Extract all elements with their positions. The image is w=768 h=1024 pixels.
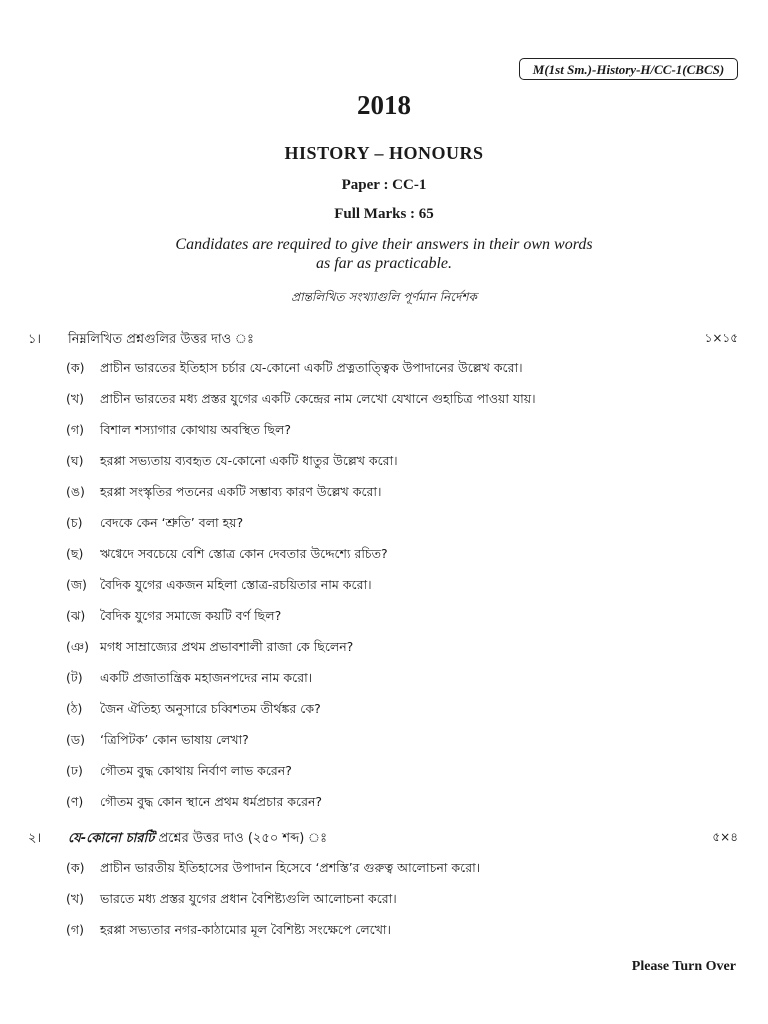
item-label: (গ) [66,422,84,437]
question-1-heading [28,330,738,350]
instructions [0,235,768,273]
list-item [66,484,738,504]
question-emphasis: যে-কোনো চারটি [68,831,155,846]
paper-label: Paper : CC-1 [341,177,427,193]
item-label: (ঠ) [66,701,83,716]
list-item [66,360,738,380]
item-text: হরপ্পা সভ্যতার নগর-কাঠামোর মূল বৈশিষ্ট্য সংক্ষেপে লেখো। [100,922,392,937]
item-text: বিশাল শস্যাগার কোথায় অবস্থিত ছিল? [100,422,291,437]
item-text: বৈদিক যুগের সমাজে কয়টি বর্ণ ছিল? [100,608,282,623]
item-text: হরপ্পা সংস্কৃতির পতনের একটি সম্ভাব্য কারণ উল্লেখ করো। [100,484,382,499]
item-label: (ঝ) [66,608,86,623]
list-item [66,763,738,783]
item-text: প্রাচীন ভারতের মধ্য প্রস্তর যুগের একটি কেন্দ্রের নাম লেখো যেখানে গুহাচিত্র পাওয়া যায়। [100,391,536,406]
list-item [66,608,738,628]
question-text: নিম্নলিখিত প্রশ্নগুলির উত্তর দাও ঃ [68,332,254,347]
item-label: (ণ) [66,794,84,809]
question-marks: ১×১৫ [704,331,738,345]
item-text: ‘ত্রিপিটক’ কোন ভাষায় লেখা? [100,732,249,747]
item-text: ভারতে মধ্য প্রস্তর যুগের প্রধান বৈশিষ্ট্যগুলি আলোচনা করো। [100,891,397,906]
question-marks: ৫×৪ [712,830,738,844]
item-label: (ছ) [66,546,84,561]
list-item [66,670,738,690]
list-item [66,701,738,721]
item-label: (ক) [66,360,85,375]
list-item [66,639,738,659]
item-label: (ঘ) [66,453,84,468]
marks-note: প্রান্তলিখিত সংখ্যাগুলি পূর্ণমান নির্দেশক [291,290,477,304]
list-item [66,860,738,880]
item-label: (ঞ) [66,639,89,654]
instruction-line-2: as far as practicable. [316,255,452,272]
question-2-heading [28,829,738,849]
exam-year: 2018 [357,90,411,120]
list-item [66,794,738,814]
question-number: ২। [28,831,42,846]
list-item [66,453,738,473]
list-item [66,546,738,566]
item-text: গৌতম বুদ্ধ কোন স্থানে প্রথম ধর্মপ্রচার করেন? [100,794,323,809]
full-marks: Full Marks : 65 [334,206,434,222]
list-item [66,732,738,752]
item-label: (চ) [66,515,83,530]
question-text [68,829,327,850]
item-text: মগধ সাম্রাজ্যের প্রথম প্রভাবশালী রাজা কে ছিলেন? [100,639,354,654]
item-text: প্রাচীন ভারতের ইতিহাস চর্চার যে-কোনো একটি প্রত্নতাত্ত্বিক উপাদানের উল্লেখ করো। [100,360,523,375]
item-text: ঋগ্বেদে সবচেয়ে বেশি স্তোত্র কোন দেবতার উদ্দেশ্যে রচিত? [100,546,388,561]
paper-code-box: M(1st Sm.)-History-H/CC-1(CBCS) [519,58,738,80]
item-label: (ঙ) [66,484,85,499]
item-label: (খ) [66,391,84,406]
list-item [66,422,738,442]
item-label: (গ) [66,922,84,937]
item-text: জৈন ঐতিহ্য অনুসারে চব্বিশতম তীর্থঙ্কর কে? [100,701,321,716]
list-item [66,515,738,535]
item-label: (ড) [66,732,85,747]
item-text: প্রাচীন ভারতীয় ইতিহাসের উপাদান হিসেবে ‘প্রশস্তি’র গুরুত্ব আলোচনা করো। [100,860,481,875]
item-text: বেদকে কেন ‘শ্রুতি’ বলা হয়? [100,515,244,530]
item-text: হরপ্পা সভ্যতায় ব্যবহৃত যে-কোনো একটি ধাতুর উল্লেখ করো। [100,453,398,468]
item-text: গৌতম বুদ্ধ কোথায় নির্বাণ লাভ করেন? [100,763,292,778]
list-item [66,577,738,597]
question-text-rest: প্রশ্নের উত্তর দাও (২৫০ শব্দ) ঃ [154,831,328,846]
item-text: একটি প্রজাতান্ত্রিক মহাজনপদের নাম করো। [100,670,313,685]
instruction-line-1: Candidates are required to give their answers in their own words [175,236,593,253]
item-label: (জ) [66,577,87,592]
item-label: (ক) [66,860,85,875]
list-item [66,391,738,411]
list-item [66,922,738,942]
list-item [66,891,738,911]
item-label: (ট) [66,670,83,685]
item-label: (ঢ) [66,763,83,778]
subject-title: HISTORY – HONOURS [284,143,484,163]
please-turn-over: Please Turn Over [631,959,736,974]
question-number: ১। [28,332,42,347]
item-label: (খ) [66,891,84,906]
item-text: বৈদিক যুগের একজন মহিলা স্তোত্র-রচয়িতার নাম করো। [100,577,372,592]
